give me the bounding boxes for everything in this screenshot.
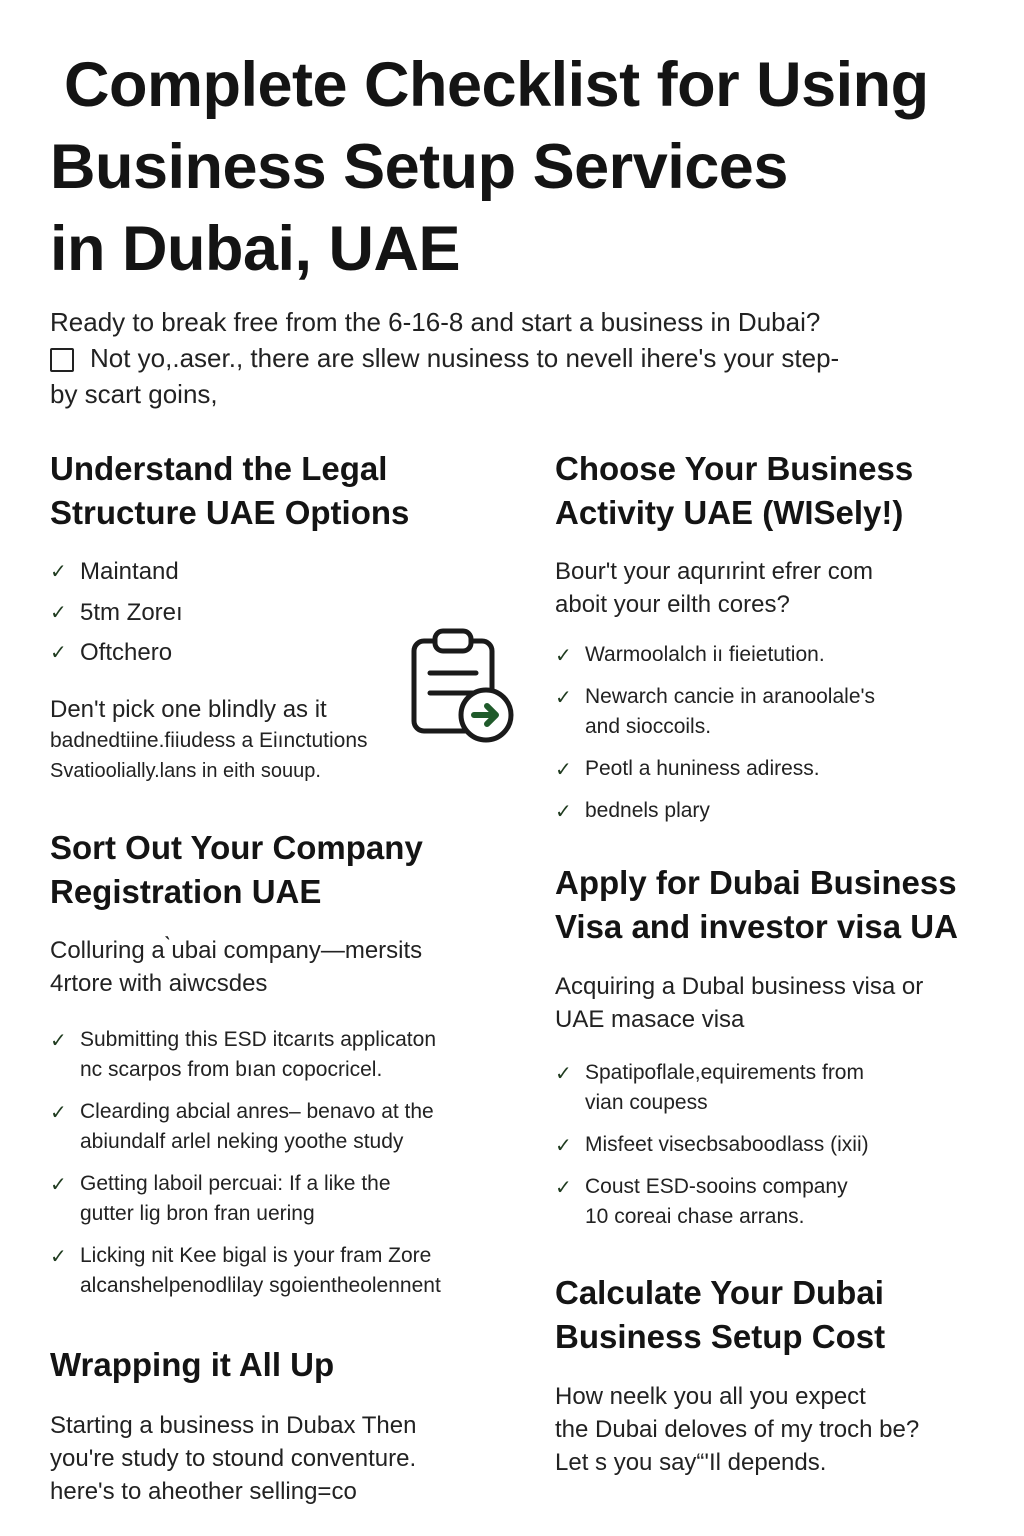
checkmark-icon: ✓ <box>555 1177 572 1199</box>
checkmark-icon: ✓ <box>555 645 572 667</box>
checkmark-icon: ✓ <box>50 1174 67 1196</box>
list-item-text: 5tm Zoreı <box>80 598 183 626</box>
checkmark-icon: ✓ <box>50 1102 67 1124</box>
section-title-line: Calculate Your Dubai <box>555 1274 884 1311</box>
paragraph-line: Bour't your aqurırint efrer com <box>555 558 874 585</box>
paragraph-line: 4rtore with aiwcsdes <box>50 970 268 997</box>
section-title-line: Wrapping it All Up <box>50 1346 335 1383</box>
list-item <box>50 633 183 674</box>
list-item-text: Newarch cancie in aranoolale's <box>585 685 876 708</box>
intro-line: by scart goins, <box>50 379 218 409</box>
checkmark-icon: ✓ <box>555 759 572 781</box>
list-item-text: alcanshelpenodlilay sgoientheolennent <box>80 1274 441 1297</box>
paragraph-line: UAE masace visa <box>555 1006 745 1033</box>
list-item-text: and sioccoils. <box>585 715 712 738</box>
list-item-text: abiundalf arlel neking yoothe study <box>80 1130 404 1153</box>
section-title-line: Choose Your Business <box>555 450 914 487</box>
paragraph-line: Starting a business in Dubax Then <box>50 1412 417 1439</box>
section-title-wrapping-up <box>50 1343 334 1387</box>
checkmark-icon: ✓ <box>50 642 67 664</box>
checkmark-icon: ✓ <box>50 561 67 583</box>
paragraph-line: the Dubai deloves of my troch be? <box>555 1416 920 1443</box>
list-item <box>50 593 183 634</box>
clipboard-arrow-icon <box>408 627 518 745</box>
page-title-line: in Dubai, UAE <box>50 214 461 284</box>
list-item <box>555 754 875 784</box>
list-item <box>50 1097 441 1157</box>
list-item-text: bednels plary <box>585 799 710 822</box>
list-item-text: Warmoolalch iı fieietution. <box>585 643 825 666</box>
list-item <box>50 1241 441 1301</box>
section-title-line: Sort Out Your Company <box>50 829 423 866</box>
activity-paragraph <box>555 555 873 621</box>
legal-paragraph <box>50 694 368 787</box>
list-item-text: Spatipoflale,equirements from <box>585 1061 864 1084</box>
legal-options-list <box>50 552 183 674</box>
intro-line-text: Not yo,.aser., there are sllew nusiness to nevell ihere's your step- <box>90 343 840 373</box>
list-item <box>555 682 875 742</box>
paragraph-line: you're study to stound conventure. <box>50 1445 417 1472</box>
checkmark-icon: ✓ <box>50 1030 67 1052</box>
intro-line: Ready to break free from the 6-16-8 and start a business in Dubai? <box>50 307 821 337</box>
visa-list <box>555 1058 869 1244</box>
page-title-line: Complete Checklist for Using <box>64 50 929 120</box>
list-item-text: Submitting this ESD itcarıts applicaton <box>80 1028 436 1051</box>
section-title-setup-cost <box>555 1271 885 1359</box>
registration-paragraph <box>50 934 422 1000</box>
list-item-text: Misfeet visecbsaboodlass (ixii) <box>585 1133 869 1156</box>
section-title-line: Business Setup Cost <box>555 1318 886 1355</box>
intro-line-with-checkbox <box>50 340 980 376</box>
list-item <box>555 1172 869 1232</box>
list-item-text: vian coupess <box>585 1091 708 1114</box>
list-item-text: Maintand <box>80 558 179 585</box>
list-item <box>50 1169 441 1229</box>
section-title-line: Visa and investor visa UA <box>555 908 958 945</box>
section-title-business-activity <box>555 447 913 535</box>
checkbox-icon[interactable] <box>50 348 74 372</box>
checkmark-icon: ✓ <box>50 1246 67 1268</box>
section-title-company-registration <box>50 826 423 914</box>
list-item-text: gutter lig bron fran uering <box>80 1202 315 1225</box>
list-item <box>555 1058 869 1118</box>
wrap-paragraph <box>50 1409 416 1508</box>
list-item <box>555 796 875 826</box>
paragraph-line: Svatioolially.lans in eith souup. <box>50 760 321 782</box>
paragraph-line: Colluring a ̀ubai company—mersits <box>50 937 423 964</box>
section-title-line: Apply for Dubai Business <box>555 864 957 901</box>
paragraph-line: Den't pick one blindly as it <box>50 696 327 723</box>
section-title-line: Activity UAE (WISely!) <box>555 494 904 531</box>
activity-list <box>555 640 875 838</box>
registration-list <box>50 1025 441 1313</box>
checkmark-icon: ✓ <box>555 687 572 709</box>
list-item-text: nc scarpos from bıan copocricel. <box>80 1058 383 1081</box>
cost-paragraph <box>555 1380 919 1479</box>
paragraph-line: Acquiring a Dubal business visa or <box>555 973 924 1000</box>
list-item-text: Getting laboil percuai: If a like the <box>80 1172 391 1195</box>
paragraph-line: Let s you say“'Il depends. <box>555 1449 827 1476</box>
list-item-text: Coust ESD-sooins company <box>585 1175 848 1198</box>
list-item <box>555 640 875 670</box>
list-item <box>50 1025 441 1085</box>
visa-paragraph <box>555 970 923 1036</box>
checkmark-icon: ✓ <box>50 601 67 624</box>
section-title-line: Understand the Legal <box>50 450 388 487</box>
paragraph-line: How neelk you all you expect <box>555 1383 866 1410</box>
section-title-business-visa <box>555 861 958 949</box>
section-title-line: Structure UAE Options <box>50 494 410 531</box>
paragraph-line: badnedtiine.fiiudess a Eiınctutions <box>50 729 368 752</box>
page-title <box>50 44 1000 290</box>
checkmark-icon: ✓ <box>555 1135 572 1157</box>
list-item-text: Peotl a huniness adiress. <box>585 757 820 780</box>
checkmark-icon: ✓ <box>555 801 572 823</box>
list-item <box>50 552 183 593</box>
checkmark-icon: ✓ <box>555 1063 572 1085</box>
section-title-line: Registration UAE <box>50 873 322 910</box>
page-title-line: Business Setup Services <box>50 132 788 202</box>
paragraph-line: aboit your eilth cores? <box>555 591 790 618</box>
list-item-text: 10 coreai chase arrans. <box>585 1205 805 1228</box>
list-item-text: Oftchero <box>80 639 173 666</box>
intro-paragraph <box>50 304 980 412</box>
list-item <box>555 1130 869 1160</box>
paragraph-line: here's to aheother selling=co <box>50 1478 357 1505</box>
list-item-text: Clearding abcial anres– benavo at the <box>80 1100 434 1123</box>
section-title-legal-structure <box>50 447 409 535</box>
list-item-text: Licking nit Kee bigal is your fram Zore <box>80 1244 432 1267</box>
